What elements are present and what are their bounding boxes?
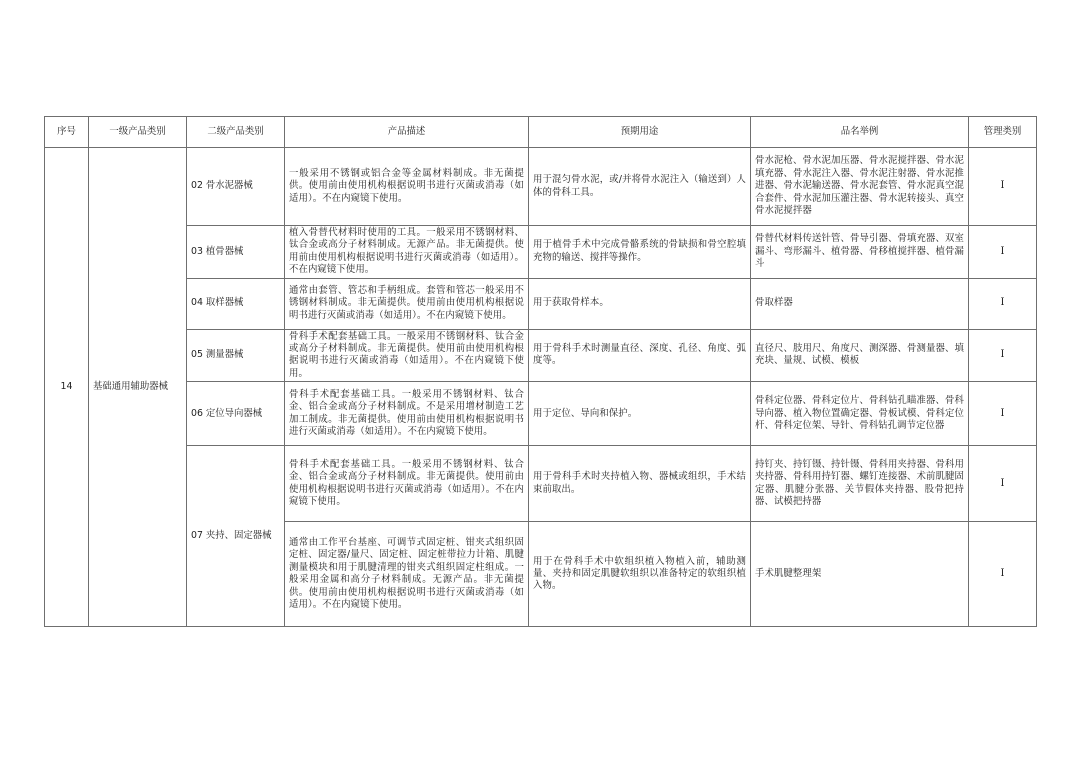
header-level2-category: 二级产品类别 [187,117,285,148]
description-cell: 骨科手术配套基础工具。一般采用不锈钢材料、钛合金、铝合金或高分子材料制成。非无菌提供。使用前由使用机构根据说明书进行灭菌或消毒（如适用）。不在内窥镜下使用。 [285,446,529,522]
level2-category-cell: 05 测量器械 [187,329,285,382]
table-row [45,226,1037,279]
level2-category-cell: 03 植骨器械 [187,226,285,279]
examples-cell: 骨替代材料传送针管、骨导引器、骨填充器、双室漏斗、弯形漏斗、植骨器、骨移植搅拌器、植骨漏斗 [751,226,969,279]
table-header-row [45,117,1037,148]
header-product-examples: 品名举例 [751,117,969,148]
header-management-class: 管理类别 [969,117,1037,148]
level2-category-cell: 02 骨水泥器械 [187,148,285,226]
description-cell: 植入骨替代材料时使用的工具。一般采用不锈钢材料、钛合金或高分子材料制成。无源产品。非无菌提供。使用前由使用机构根据说明书进行灭菌或消毒（如适用）。不在内窥镜下使用。 [285,226,529,279]
table-row [45,446,1037,522]
seq-cell: 14 [45,148,89,627]
examples-cell: 持钉夹、持钉镊、持针镊、骨科用夹持器、骨科用夹持器、骨科用持钉器、螺钉连接器、术前肌腱固定器、肌腱分张器、关节假体夹持器、股骨把持器、试模把持器 [751,446,969,522]
examples-cell: 手术肌腱整理架 [751,522,969,627]
intended-use-cell: 用于植骨手术中完成骨骼系统的骨缺损和骨空腔填充物的输送、搅拌等操作。 [529,226,751,279]
level1-category-cell: 基础通用辅助器械 [89,148,187,627]
intended-use-cell: 用于定位、导向和保护。 [529,382,751,446]
intended-use-cell: 用于在骨科手术中软组织植入物植入前，辅助测量、夹持和固定肌腱软组织以准备特定的软组织植入物。 [529,522,751,627]
class-cell: Ⅰ [969,382,1037,446]
examples-cell: 直径尺、肢用尺、角度尺、测深器、骨测量器、填充块、量规、试模、模板 [751,329,969,382]
header-intended-use: 预期用途 [529,117,751,148]
examples-cell: 骨取样器 [751,278,969,329]
intended-use-cell: 用于骨科手术时夹持植入物、器械或组织，手术结束前取出。 [529,446,751,522]
class-cell: Ⅰ [969,446,1037,522]
table-row [45,329,1037,382]
examples-cell: 骨科定位器、骨科定位片、骨科钻孔瞄准器、骨科导向器、植入物位置确定器、骨板试模、骨科定位杆、骨科定位架、导针、骨科钻孔调节定位器 [751,382,969,446]
class-cell: Ⅰ [969,226,1037,279]
header-level1-category: 一级产品类别 [89,117,187,148]
description-cell: 通常由套管、管芯和手柄组成。套管和管芯一般采用不锈钢材料制成。非无菌提供。使用前由使用机构根据说明书进行灭菌或消毒（如适用）。不在内窥镜下使用。 [285,278,529,329]
examples-cell: 骨水泥枪、骨水泥加压器、骨水泥搅拌器、骨水泥填充器、骨水泥注入器、骨水泥注射器、骨水泥推进器、骨水泥输送器、骨水泥套管、骨水泥真空混合套件、骨水泥加压灌注器、骨水泥转接头、真空骨水泥搅拌器 [751,148,969,226]
description-cell: 骨科手术配套基础工具。一般采用不锈钢材料、钛合金或高分子材料制成。非无菌提供。使用前由使用机构根据说明书进行灭菌或消毒（如适用）。不在内窥镜下使用。 [285,329,529,382]
header-seq: 序号 [45,117,89,148]
class-cell: Ⅰ [969,278,1037,329]
device-classification-table [44,116,1037,627]
description-cell: 通常由工作平台基座、可调节式固定桩、钳夹式组织固定桩、固定器/量尺、固定桩、固定桩带拉力计箱、肌腱测量模块和用于肌腱清理的钳夹式组织固定柱组成。一般采用金属和高分子材料制成。无源产品。非无菌提供。使用前由使用机构根据说明书进行灭菌或消毒（如适用）。不在内窥镜下使用。 [285,522,529,627]
intended-use-cell: 用于骨科手术时测量直径、深度、孔径、角度、弧度等。 [529,329,751,382]
level2-category-cell: 04 取样器械 [187,278,285,329]
intended-use-cell: 用于获取骨样本。 [529,278,751,329]
table-row [45,148,1037,226]
level2-category-cell: 07 夹持、固定器械 [187,446,285,627]
description-cell: 骨科手术配套基础工具。一般采用不锈钢材料、钛合金、铝合金或高分子材料制成。不是采用增材制造工艺加工制成。非无菌提供。使用前由使用机构根据说明书进行灭菌或消毒（如适用）。不在内窥镜下使用。 [285,382,529,446]
class-cell: Ⅰ [969,522,1037,627]
header-product-description: 产品描述 [285,117,529,148]
table-row [45,278,1037,329]
description-cell: 一般采用不锈钢或铝合金等金属材料制成。非无菌提供。使用前由使用机构根据说明书进行灭菌或消毒（如适用）。不在内窥镜下使用。 [285,148,529,226]
intended-use-cell: 用于混匀骨水泥，或/并将骨水泥注入（输送到）人体的骨科工具。 [529,148,751,226]
catalog-document [44,116,1036,627]
table-row [45,382,1037,446]
class-cell: Ⅰ [969,329,1037,382]
level2-category-cell: 06 定位导向器械 [187,382,285,446]
class-cell: Ⅰ [969,148,1037,226]
